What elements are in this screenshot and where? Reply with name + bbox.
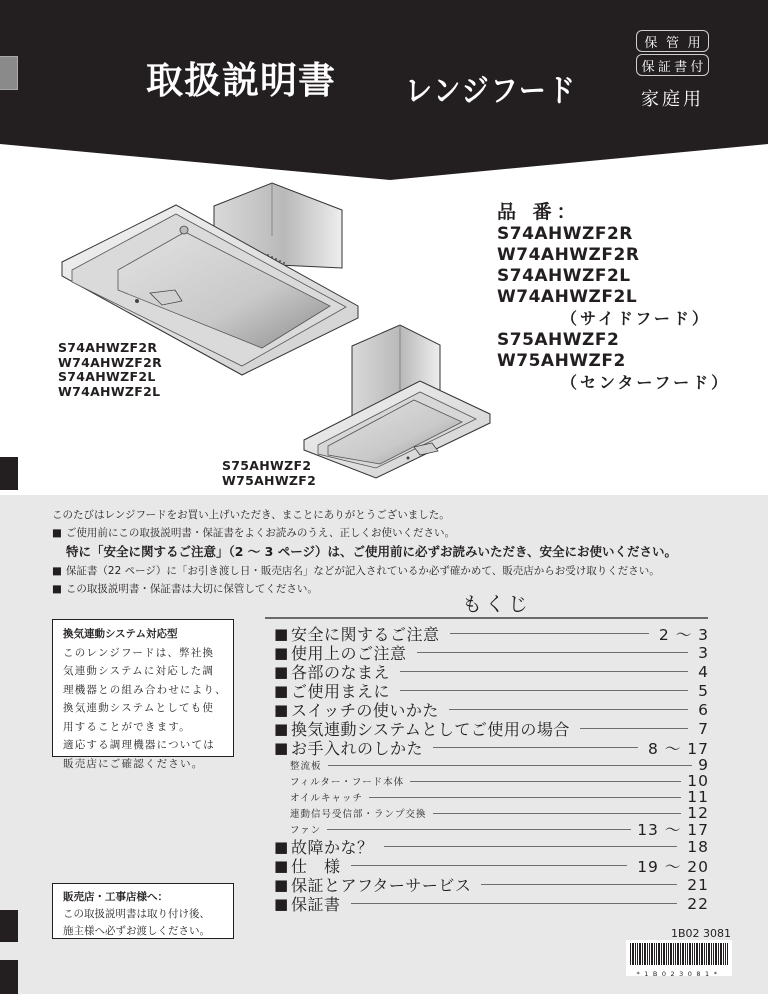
- notice-bullet: [52, 524, 677, 542]
- caption-model: S74AHWZF2L: [58, 369, 156, 384]
- toc-page: 10: [687, 772, 709, 790]
- notice-line: 施主様へ必ずお渡しください。: [63, 925, 210, 937]
- caption-model: S75AHWZF2: [222, 458, 312, 473]
- stamp-keep: [636, 30, 709, 52]
- stamp-char: 書: [674, 59, 688, 75]
- leader-line: [328, 765, 693, 766]
- bullet-square-icon: ■: [274, 662, 289, 681]
- thanks-text: このたびはレンジフードをお買い上げいただき、まことにありがとうございました。: [52, 509, 450, 521]
- notice-line: 理機器との組み合わせにより、: [63, 683, 227, 696]
- household-use-label: 家庭用: [641, 89, 704, 110]
- header-edge-tab: [0, 56, 18, 90]
- stamp-char: 保: [641, 59, 655, 75]
- toc-label: 故障かな？: [291, 838, 374, 857]
- toc-subitem[interactable]: [274, 773, 709, 789]
- toc-page: 5: [698, 681, 709, 700]
- toc-item[interactable]: [274, 738, 709, 757]
- bullet-square-icon: ■: [274, 875, 289, 894]
- bullet-square-icon: ■: [274, 719, 289, 738]
- toc-page: 3: [698, 643, 709, 662]
- toc-label: 連動信号受信部・ランプ交換: [290, 809, 427, 820]
- model-number: S74AHWZF2L: [497, 266, 631, 286]
- notice-title: 換気連動システム対応型: [63, 628, 178, 640]
- toc-subitem[interactable]: [274, 757, 709, 773]
- toc-page: 2 ～ 3: [658, 625, 709, 644]
- leader-line: [450, 633, 649, 634]
- toc-label: 保証書: [291, 895, 341, 914]
- toc-label: 安全に関するご注意: [291, 625, 440, 644]
- leader-line: [580, 728, 688, 729]
- barcode-text: *1B023081*: [636, 970, 722, 978]
- leader-line: [417, 652, 689, 653]
- leader-line: [433, 747, 638, 748]
- toc-label: ご使用まえに: [291, 682, 391, 701]
- leader-line: [433, 813, 682, 814]
- notice-line: 販売店にご確認ください。: [63, 757, 204, 770]
- leader-line: [400, 671, 688, 672]
- bullet-square-icon: ■: [274, 738, 289, 757]
- toc-label: ファン: [290, 825, 322, 836]
- stamp-char: 管: [665, 35, 679, 51]
- barcode-icon: [630, 943, 728, 965]
- model-number: W74AHWZF2R: [497, 245, 640, 265]
- stamp-char: 用: [687, 35, 701, 51]
- toc-page: 7: [698, 719, 709, 738]
- intro-notes: [52, 506, 677, 598]
- stamp-char: 保: [644, 35, 658, 51]
- leader-line: [369, 797, 681, 798]
- notice-line: 換気連動システムとしても使: [63, 702, 215, 714]
- edge-tab: [0, 910, 18, 942]
- toc-page: 6: [698, 700, 709, 719]
- stamp-char: 証: [657, 59, 671, 75]
- toc-page: 21: [687, 875, 709, 894]
- model-number-label: 品 番：: [497, 201, 581, 223]
- toc-label: 仕 様: [291, 857, 341, 876]
- bullet-square-icon: ■: [274, 643, 289, 662]
- side-hood-note: （サイドフード）: [561, 309, 711, 328]
- notice-line: このレンジフードは、弊社換: [63, 646, 215, 659]
- notice-bullet: [52, 562, 677, 580]
- bullet-square-icon: ■: [274, 894, 289, 913]
- barcode: [626, 940, 732, 976]
- toc-divider: [265, 617, 708, 619]
- center-hood-note: （センターフード）: [561, 373, 731, 392]
- leader-line: [327, 829, 631, 830]
- notice-bullet: [52, 580, 677, 598]
- notice-line: この取扱説明書は取り付け後、: [63, 908, 210, 920]
- stamp-warranty: [636, 54, 709, 76]
- toc-page: 19 ～ 20: [637, 857, 709, 876]
- leader-line: [351, 903, 678, 904]
- exhaust-system-notice: [52, 619, 234, 770]
- bullet-square-icon: ■: [274, 700, 289, 719]
- center-hood-icon: [304, 325, 490, 478]
- notice-line: 用することができます。: [63, 720, 191, 733]
- stamp-char: 付: [690, 59, 704, 75]
- caption-model: W74AHWZF2R: [58, 354, 163, 370]
- side-hood-caption: [58, 341, 162, 399]
- notice-text: この取扱説明書・保証書は大切に保管してください。: [65, 583, 318, 595]
- toc-subitem[interactable]: [274, 789, 709, 805]
- dealer-notice: [52, 883, 234, 939]
- model-number: W75AHWZF2: [497, 351, 626, 371]
- model-number-list: [497, 200, 730, 394]
- model-number: W74AHWZF2L: [497, 287, 638, 307]
- toc-item[interactable]: [274, 894, 709, 913]
- leader-line: [449, 709, 688, 710]
- toc-label: 換気連動システムとしてご使用の場合: [291, 720, 570, 739]
- safety-emphasis: 特に「安全に関するご注意」（2 ～ 3 ページ）は、ご使用前に必ずお読みいただき、安全にお使いください。: [66, 544, 677, 559]
- model-number: S75AHWZF2: [497, 330, 620, 350]
- leader-line: [400, 690, 688, 691]
- notice-line: 気連動システムに対応した調: [63, 665, 215, 677]
- toc-label: フィルター・フード本体: [290, 777, 405, 788]
- notice-line: 適応する調理機器については: [63, 739, 215, 751]
- caption-model: S74AHWZF2R: [58, 340, 158, 355]
- model-number: S74AHWZF2R: [497, 224, 633, 244]
- caption-model: W75AHWZF2: [222, 472, 317, 488]
- caption-model: W74AHWZF2L: [58, 383, 161, 399]
- center-hood-caption: [222, 459, 316, 488]
- notice-title: 販売店・工事店様へ：: [63, 891, 168, 903]
- toc-page: 8 ～ 17: [648, 739, 709, 758]
- toc-page: 11: [687, 788, 709, 806]
- toc-page: 13 ～ 17: [637, 821, 709, 839]
- toc-label: オイルキャッチ: [290, 793, 364, 804]
- leader-line: [384, 846, 678, 847]
- leader-line: [351, 865, 628, 866]
- toc-label: お手入れのしかた: [291, 739, 424, 758]
- toc-heading: もくじ: [462, 592, 531, 616]
- toc-label: 各部のなまえ: [291, 663, 391, 682]
- toc-page: 18: [687, 837, 709, 856]
- leader-line: [481, 884, 677, 885]
- product-type: レンジフード: [405, 74, 577, 110]
- leader-line: [410, 781, 681, 782]
- notice-text: ご使用前にこの取扱説明書・保証書をよくお読みのうえ、正しくお使いください。: [65, 527, 456, 539]
- document-title: 取扱説明書: [146, 59, 336, 102]
- toc-page: 22: [687, 894, 709, 913]
- toc-page: 9: [698, 756, 709, 774]
- toc-page: 4: [698, 662, 709, 681]
- bullet-square-icon: ■: [274, 856, 289, 875]
- edge-tab: [0, 960, 18, 994]
- edge-tab: [0, 457, 18, 490]
- toc-label: 使用上のご注意: [291, 644, 407, 663]
- bullet-square-icon: ■: [274, 837, 289, 856]
- bullet-square-icon: ■: [274, 681, 289, 700]
- toc-label: 保証とアフターサービス: [291, 876, 472, 895]
- table-of-contents: [274, 624, 709, 913]
- toc-label: スイッチの使いかた: [291, 701, 439, 720]
- notice-text: 保証書（22 ページ）に「お引き渡し日・販売店名」などが記入されているか必ず確かめて、販売店からお受け取りください。: [65, 565, 660, 577]
- bullet-square-icon: ■: [274, 624, 289, 643]
- document-code: 1B02 3081: [671, 927, 732, 940]
- toc-label: 整流板: [290, 761, 322, 772]
- toc-page: 12: [687, 804, 709, 822]
